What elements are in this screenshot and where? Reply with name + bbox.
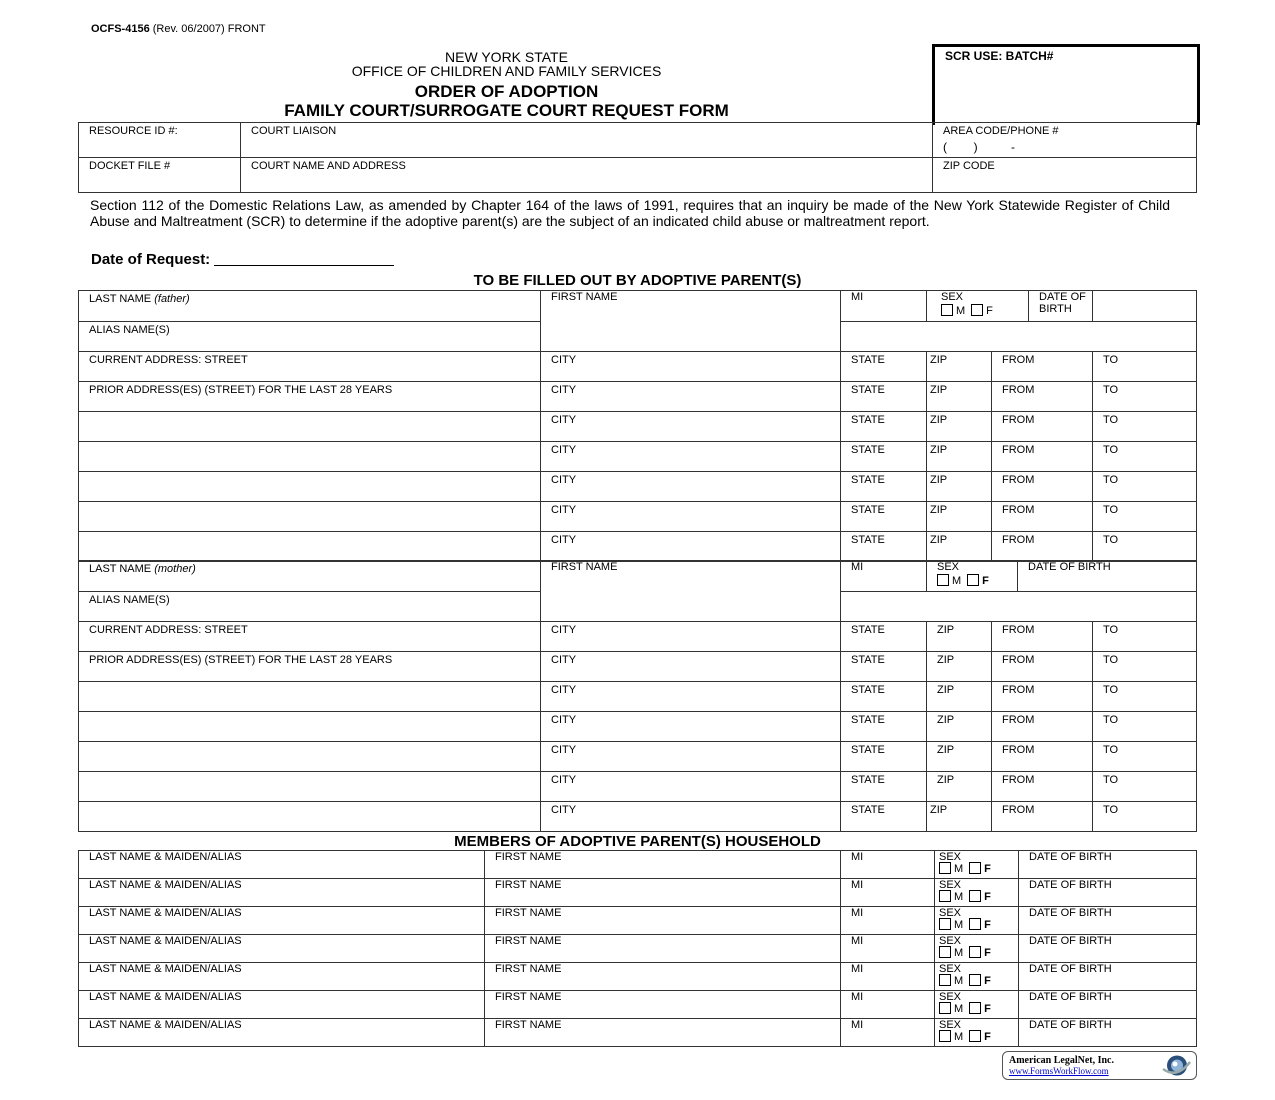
household-table <box>78 850 1197 1047</box>
sex-f-checkbox[interactable] <box>969 862 981 874</box>
father-current-address[interactable]: CURRENT ADDRESS: STREET <box>79 352 541 382</box>
to-field[interactable]: TO <box>1093 352 1197 382</box>
city-field[interactable]: CITY <box>541 652 841 682</box>
mother-table <box>78 560 1197 832</box>
mother-sex: SEX M F <box>927 561 1018 591</box>
from-field[interactable]: FROM <box>992 442 1093 472</box>
mother-sex-f-checkbox[interactable] <box>967 574 979 586</box>
father-sex-f-checkbox[interactable] <box>971 304 983 316</box>
household-dob[interactable]: DATE OF BIRTH <box>1019 851 1197 879</box>
resource-id-field[interactable]: RESOURCE ID #: <box>79 123 241 158</box>
sex-m-checkbox[interactable] <box>939 890 951 902</box>
address-blank[interactable] <box>79 772 541 802</box>
household-sex: SEX M F <box>935 851 1019 879</box>
sex-f-checkbox[interactable] <box>969 946 981 958</box>
household-mi[interactable]: MI <box>841 907 935 935</box>
sex-f-checkbox[interactable] <box>969 1002 981 1014</box>
from-field[interactable]: FROM <box>992 712 1093 742</box>
household-dob[interactable]: DATE OF BIRTH <box>1019 963 1197 991</box>
to-field[interactable]: TO <box>1093 682 1197 712</box>
household-first-name[interactable]: FIRST NAME <box>485 879 841 907</box>
zip-field[interactable]: ZIP <box>927 352 992 382</box>
city-field[interactable]: CITY <box>541 682 841 712</box>
household-row <box>79 935 1197 963</box>
household-sex: SEX M F <box>935 991 1019 1019</box>
mother-sex-m-checkbox[interactable] <box>937 574 949 586</box>
sex-m-checkbox[interactable] <box>939 862 951 874</box>
city-field[interactable]: CITY <box>541 472 841 502</box>
household-mi[interactable]: MI <box>841 879 935 907</box>
household-first-name[interactable]: FIRST NAME <box>485 935 841 963</box>
address-blank[interactable] <box>79 412 541 442</box>
zip-field[interactable]: ZIP <box>927 532 992 562</box>
zip-field[interactable]: ZIP <box>927 772 992 802</box>
address-blank[interactable] <box>79 682 541 712</box>
mother-mi[interactable]: MI <box>841 561 927 592</box>
sex-m-checkbox[interactable] <box>939 946 951 958</box>
to-field[interactable]: TO <box>1093 742 1197 772</box>
state-field[interactable]: STATE <box>841 622 927 652</box>
father-alias-blank[interactable] <box>841 322 1197 352</box>
father-mi[interactable]: MI <box>841 291 927 322</box>
from-field[interactable]: FROM <box>992 622 1093 652</box>
sex-m-checkbox[interactable] <box>939 974 951 986</box>
state-field[interactable]: STATE <box>841 682 927 712</box>
address-blank[interactable] <box>79 802 541 832</box>
city-field[interactable]: CITY <box>541 442 841 472</box>
household-row <box>79 879 1197 907</box>
date-of-request: Date of Request: <box>91 251 394 268</box>
household-dob[interactable]: DATE OF BIRTH <box>1019 907 1197 935</box>
mother-last-name[interactable]: LAST NAME (mother) <box>79 561 541 592</box>
zip-field[interactable]: ZIP <box>927 442 992 472</box>
court-info-table <box>78 122 1197 193</box>
household-first-name[interactable]: FIRST NAME <box>485 851 841 879</box>
from-field[interactable]: FROM <box>992 742 1093 772</box>
city-field[interactable]: CITY <box>541 712 841 742</box>
legal-paragraph: Section 112 of the Domestic Relations Law, as amended by Chapter 164 of the laws of 1991, requires that an inquiry be made of the New York Statewide Register of Child Abuse and Maltreatment (SCR) to determine if the adoptive parent(s) are the subject of an indicated child abuse or maltreatment report. <box>90 197 1170 229</box>
zip-field[interactable]: ZIP <box>927 412 992 442</box>
mother-alias[interactable]: ALIAS NAME(S) <box>79 592 541 622</box>
household-sex: SEX M F <box>935 907 1019 935</box>
father-prior-address[interactable]: PRIOR ADDRESS(ES) (STREET) FOR THE LAST 28 YEARS <box>79 382 541 412</box>
household-dob[interactable]: DATE OF BIRTH <box>1019 1019 1197 1047</box>
sex-m-checkbox[interactable] <box>939 1030 951 1042</box>
court-liaison-field[interactable]: COURT LIAISON <box>241 123 933 158</box>
zip-field[interactable]: ZIP <box>927 802 992 832</box>
sex-m-checkbox[interactable] <box>939 918 951 930</box>
from-field[interactable]: FROM <box>992 802 1093 832</box>
sex-f-checkbox[interactable] <box>969 974 981 986</box>
from-field[interactable]: FROM <box>992 502 1093 532</box>
to-field[interactable]: TO <box>1093 802 1197 832</box>
to-field[interactable]: TO <box>1093 382 1197 412</box>
father-dob-ext[interactable] <box>1093 291 1197 322</box>
household-last-name[interactable]: LAST NAME & MAIDEN/ALIAS <box>79 879 485 907</box>
from-field[interactable]: FROM <box>992 472 1093 502</box>
household-sex: SEX M F <box>935 879 1019 907</box>
from-field[interactable]: FROM <box>992 772 1093 802</box>
to-field[interactable]: TO <box>1093 502 1197 532</box>
to-field[interactable]: TO <box>1093 712 1197 742</box>
household-last-name[interactable]: LAST NAME & MAIDEN/ALIAS <box>79 1019 485 1047</box>
logo-url[interactable]: www.FormsWorkFlow.com <box>1009 1066 1109 1076</box>
state-field[interactable]: STATE <box>841 502 927 532</box>
household-last-name[interactable]: LAST NAME & MAIDEN/ALIAS <box>79 963 485 991</box>
household-mi[interactable]: MI <box>841 935 935 963</box>
city-field[interactable]: CITY <box>541 502 841 532</box>
address-blank[interactable] <box>79 742 541 772</box>
city-field[interactable]: CITY <box>541 382 841 412</box>
agency-state: NEW YORK STATE <box>445 49 568 65</box>
state-field[interactable]: STATE <box>841 712 927 742</box>
state-field[interactable]: STATE <box>841 772 927 802</box>
city-field[interactable]: CITY <box>541 532 841 562</box>
state-field[interactable]: STATE <box>841 532 927 562</box>
zip-field[interactable]: ZIP <box>927 682 992 712</box>
logo-company: American LegalNet, Inc. <box>1009 1055 1114 1066</box>
mother-alias-blank[interactable] <box>841 592 1197 622</box>
father-last-name[interactable]: LAST NAME (father) <box>79 291 541 322</box>
household-dob[interactable]: DATE OF BIRTH <box>1019 935 1197 963</box>
household-mi[interactable]: MI <box>841 963 935 991</box>
address-blank[interactable] <box>79 712 541 742</box>
address-blank[interactable] <box>79 532 541 562</box>
city-field[interactable]: CITY <box>541 352 841 382</box>
city-field[interactable]: CITY <box>541 412 841 442</box>
state-field[interactable]: STATE <box>841 472 927 502</box>
household-last-name[interactable]: LAST NAME & MAIDEN/ALIAS <box>79 935 485 963</box>
globe-icon <box>1159 1053 1193 1078</box>
household-dob[interactable]: DATE OF BIRTH <box>1019 879 1197 907</box>
household-mi[interactable]: MI <box>841 851 935 879</box>
zip-field[interactable]: ZIP <box>927 472 992 502</box>
form-code: OCFS-4156 (Rev. 06/2007) FRONT <box>91 23 266 35</box>
sex-m-checkbox[interactable] <box>939 1002 951 1014</box>
city-field[interactable]: CITY <box>541 742 841 772</box>
section-title-parents: TO BE FILLED OUT BY ADOPTIVE PARENT(S) <box>473 272 802 289</box>
household-first-name[interactable]: FIRST NAME <box>485 907 841 935</box>
household-sex: SEX M F <box>935 1019 1019 1047</box>
zip-code-field[interactable]: ZIP CODE <box>933 158 1197 193</box>
sex-f-checkbox[interactable] <box>969 1030 981 1042</box>
household-mi[interactable]: MI <box>841 991 935 1019</box>
to-field[interactable]: TO <box>1093 772 1197 802</box>
address-blank[interactable] <box>79 442 541 472</box>
to-field[interactable]: TO <box>1093 532 1197 562</box>
state-field[interactable]: STATE <box>841 742 927 772</box>
to-field[interactable]: TO <box>1093 442 1197 472</box>
zip-field[interactable]: ZIP <box>927 712 992 742</box>
forms-workflow-logo[interactable] <box>1002 1051 1197 1080</box>
household-row <box>79 907 1197 935</box>
agency-office: OFFICE OF CHILDREN AND FAMILY SERVICES <box>351 63 662 79</box>
address-blank[interactable] <box>79 502 541 532</box>
state-field[interactable]: STATE <box>841 652 927 682</box>
to-field[interactable]: TO <box>1093 472 1197 502</box>
to-field[interactable]: TO <box>1093 622 1197 652</box>
city-field[interactable]: CITY <box>541 802 841 832</box>
from-field[interactable]: FROM <box>992 682 1093 712</box>
mother-prior-address[interactable]: PRIOR ADDRESS(ES) (STREET) FOR THE LAST 28 YEARS <box>79 652 541 682</box>
household-row <box>79 851 1197 879</box>
court-name-address-field[interactable]: COURT NAME AND ADDRESS <box>241 158 933 193</box>
mother-first-name[interactable]: FIRST NAME <box>541 561 841 622</box>
father-first-name[interactable]: FIRST NAME <box>541 291 841 352</box>
father-table <box>78 290 1197 562</box>
household-row <box>79 991 1197 1019</box>
form-subtitle: FAMILY COURT/SURROGATE COURT REQUEST FORM <box>284 101 729 120</box>
from-field[interactable]: FROM <box>992 382 1093 412</box>
date-of-request-input[interactable] <box>214 251 394 266</box>
household-mi[interactable]: MI <box>841 1019 935 1047</box>
state-field[interactable]: STATE <box>841 442 927 472</box>
household-sex: SEX M F <box>935 935 1019 963</box>
from-field[interactable]: FROM <box>992 352 1093 382</box>
zip-field[interactable]: ZIP <box>927 382 992 412</box>
household-last-name[interactable]: LAST NAME & MAIDEN/ALIAS <box>79 907 485 935</box>
household-dob[interactable]: DATE OF BIRTH <box>1019 991 1197 1019</box>
mother-current-address[interactable]: CURRENT ADDRESS: STREET <box>79 622 541 652</box>
household-last-name[interactable]: LAST NAME & MAIDEN/ALIAS <box>79 991 485 1019</box>
state-field[interactable]: STATE <box>841 352 927 382</box>
zip-field[interactable]: ZIP <box>927 502 992 532</box>
father-alias[interactable]: ALIAS NAME(S) <box>79 322 541 352</box>
from-field[interactable]: FROM <box>992 532 1093 562</box>
from-field[interactable]: FROM <box>992 652 1093 682</box>
household-row <box>79 1019 1197 1047</box>
section-title-household: MEMBERS OF ADOPTIVE PARENT(S) HOUSEHOLD <box>454 833 821 850</box>
father-sex-m-checkbox[interactable] <box>941 304 953 316</box>
scr-use-box[interactable]: SCR USE: BATCH# <box>932 44 1200 125</box>
household-row <box>79 963 1197 991</box>
household-first-name[interactable]: FIRST NAME <box>485 963 841 991</box>
to-field[interactable]: TO <box>1093 652 1197 682</box>
to-field[interactable]: TO <box>1093 412 1197 442</box>
zip-field[interactable]: ZIP <box>927 652 992 682</box>
state-field[interactable]: STATE <box>841 382 927 412</box>
household-sex: SEX M F <box>935 963 1019 991</box>
household-first-name[interactable]: FIRST NAME <box>485 1019 841 1047</box>
state-field[interactable]: STATE <box>841 802 927 832</box>
father-dob[interactable]: DATE OF BIRTH <box>1039 291 1086 315</box>
zip-field[interactable]: ZIP <box>927 622 992 652</box>
phone-field[interactable]: AREA CODE/PHONE # ( ) - <box>933 123 1197 158</box>
mother-dob[interactable]: DATE OF BIRTH <box>1028 561 1111 573</box>
zip-field[interactable]: ZIP <box>927 742 992 772</box>
city-field[interactable]: CITY <box>541 772 841 802</box>
form-title: ORDER OF ADOPTION <box>414 82 599 101</box>
state-field[interactable]: STATE <box>841 412 927 442</box>
household-first-name[interactable]: FIRST NAME <box>485 991 841 1019</box>
household-last-name[interactable]: LAST NAME & MAIDEN/ALIAS <box>79 851 485 879</box>
from-field[interactable]: FROM <box>992 412 1093 442</box>
address-blank[interactable] <box>79 472 541 502</box>
docket-file-field[interactable]: DOCKET FILE # <box>79 158 241 193</box>
city-field[interactable]: CITY <box>541 622 841 652</box>
father-sex: SEX M F <box>927 291 1029 321</box>
sex-f-checkbox[interactable] <box>969 918 981 930</box>
sex-f-checkbox[interactable] <box>969 890 981 902</box>
